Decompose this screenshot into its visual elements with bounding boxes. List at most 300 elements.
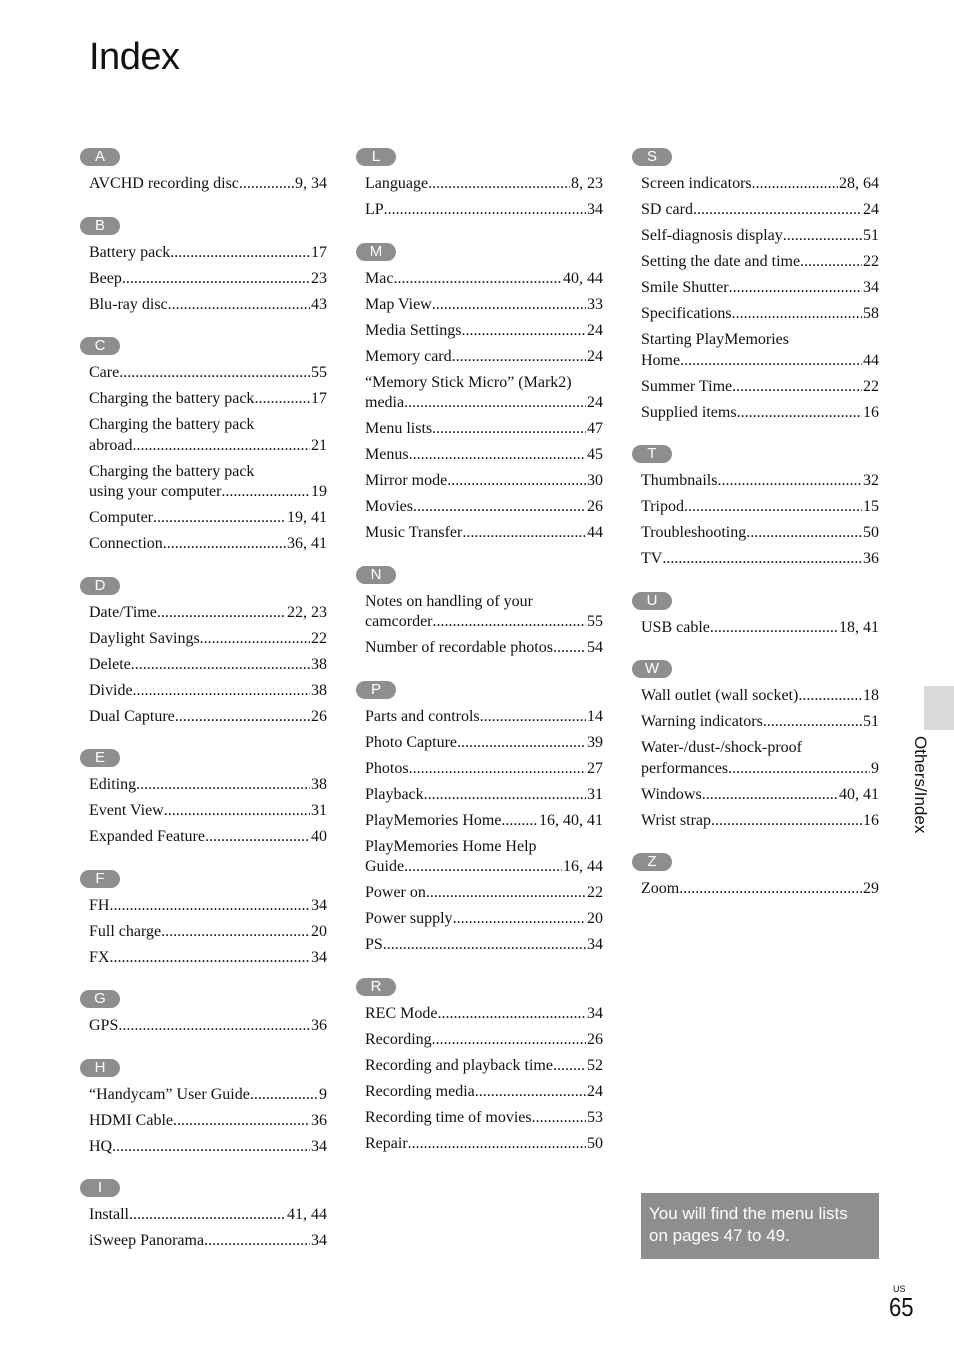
index-entry <box>641 785 879 806</box>
entry-line <box>365 393 603 414</box>
entry-term: Connection <box>89 535 163 552</box>
entry-line <box>89 508 327 529</box>
index-entry <box>365 373 603 414</box>
section-letter-badge: R <box>356 978 396 996</box>
dot-leader <box>254 389 310 410</box>
entry-page-ref[interactable]: 43 <box>311 295 327 313</box>
index-entry <box>365 1082 603 1103</box>
dot-leader <box>553 1056 586 1077</box>
entry-page-ref[interactable]: 15 <box>863 498 879 515</box>
index-entry <box>89 1085 327 1106</box>
entry-term: PS <box>365 936 383 953</box>
index-entry <box>641 200 879 221</box>
entry-page-ref[interactable]: 22, 23 <box>287 603 327 621</box>
entry-line <box>89 389 327 410</box>
entry-page-ref[interactable]: 30 <box>587 472 603 489</box>
entry-page-ref[interactable]: 18, 41 <box>839 618 879 636</box>
dot-leader <box>221 482 310 503</box>
entry-term: Full charge <box>89 922 162 940</box>
entry-page-ref[interactable]: 22 <box>863 377 879 395</box>
entry-line <box>365 295 603 316</box>
entry-page-ref[interactable]: 36, 41 <box>287 535 327 552</box>
entry-term: Self-diagnosis display <box>641 227 783 244</box>
dot-leader <box>462 523 586 544</box>
entry-page-ref[interactable]: 16, 44 <box>563 858 603 875</box>
entry-line <box>365 883 603 904</box>
index-section-m <box>356 243 606 544</box>
entry-page-ref[interactable]: 34 <box>311 1232 327 1249</box>
entry-line <box>89 827 327 848</box>
section-side-label: Others/Index <box>911 736 930 834</box>
index-section-e <box>80 749 330 848</box>
entry-page-ref[interactable]: 50 <box>863 524 879 541</box>
index-section-w <box>632 660 882 831</box>
index-entry <box>641 471 879 492</box>
entry-page-ref[interactable]: 52 <box>587 1056 603 1074</box>
entry-term: Power on <box>365 884 426 901</box>
index-entry <box>641 879 879 900</box>
index-entry <box>89 269 327 290</box>
index-entry <box>365 497 603 518</box>
index-entry <box>89 389 327 410</box>
entry-term: PlayMemories Home <box>365 811 502 829</box>
dot-leader <box>173 1111 310 1132</box>
index-entry <box>365 1134 603 1155</box>
entry-term: Playback <box>365 785 424 803</box>
entry-term: “Handycam” User Guide <box>89 1085 250 1103</box>
entry-term: Zoom <box>641 880 680 897</box>
entry-page-ref[interactable]: 22 <box>863 253 879 270</box>
entry-page-ref[interactable]: 51 <box>863 227 879 244</box>
dot-leader <box>204 1231 310 1252</box>
entry-page-ref[interactable]: 26 <box>587 1030 603 1048</box>
entry-page-ref[interactable]: 31 <box>311 802 327 819</box>
entry-line <box>365 445 603 466</box>
dot-leader <box>404 393 586 414</box>
dot-leader <box>711 811 862 832</box>
index-entry <box>365 269 603 290</box>
dot-leader <box>798 686 862 707</box>
entry-term: camcorder <box>365 613 433 630</box>
entry-line <box>89 948 327 969</box>
entry-page-ref[interactable]: 55 <box>311 364 327 381</box>
entry-page-ref[interactable]: 8, 23 <box>571 175 603 192</box>
entry-term: Dual Capture <box>89 707 175 725</box>
dot-leader <box>393 269 562 290</box>
entry-line <box>89 922 327 943</box>
dot-leader <box>717 471 862 492</box>
entry-term: FX <box>89 948 110 966</box>
entry-term: performances <box>641 759 729 777</box>
index-entry <box>365 707 603 728</box>
index-column-1 <box>80 148 330 1274</box>
section-letter-badge: C <box>80 337 120 355</box>
index-entry <box>89 1231 327 1252</box>
entry-page-ref[interactable]: 34 <box>311 948 327 966</box>
index-entry <box>89 415 327 456</box>
entry-term: Screen indicators <box>641 175 752 192</box>
entry-line <box>365 909 603 930</box>
dot-leader <box>737 403 862 424</box>
section-letter-badge: B <box>80 217 120 235</box>
section-letter-badge: L <box>356 148 396 166</box>
entry-term-line: PlayMemories Home Help <box>365 837 537 855</box>
section-letter-badge: I <box>80 1179 120 1197</box>
entry-line <box>641 226 879 247</box>
entry-page-ref[interactable]: 18 <box>863 687 879 704</box>
entry-line <box>641 712 879 733</box>
index-entry <box>641 403 879 424</box>
entry-line <box>641 174 879 195</box>
index-entry <box>89 896 327 917</box>
section-letter-badge: A <box>80 148 120 166</box>
entry-term: Wall outlet (wall socket) <box>641 687 799 704</box>
entry-term: Beep <box>89 269 122 287</box>
dot-leader <box>752 174 838 195</box>
index-entry <box>641 686 879 707</box>
index-entry <box>365 837 603 878</box>
entry-term: Smile Shutter <box>641 279 729 296</box>
entry-term: Recording media <box>365 1082 475 1100</box>
dot-leader <box>164 801 310 822</box>
entry-page-ref[interactable]: 55 <box>587 613 603 630</box>
entry-line <box>641 351 879 372</box>
entry-term-line: Charging the battery pack <box>89 462 255 480</box>
section-letter-badge: P <box>356 681 396 699</box>
entry-line <box>89 269 327 290</box>
entry-page-ref[interactable]: 24 <box>587 347 603 365</box>
entry-line <box>89 295 327 316</box>
entry-page-ref[interactable]: 34 <box>587 201 603 218</box>
entry-page-ref[interactable]: 32 <box>863 472 879 489</box>
entry-line <box>365 811 603 832</box>
index-entry <box>89 1111 327 1132</box>
entry-term: Blu-ray disc <box>89 295 168 313</box>
entry-line <box>641 686 879 707</box>
index-entry <box>89 174 327 195</box>
entry-page-ref[interactable]: 34 <box>587 936 603 953</box>
dot-leader <box>175 707 310 728</box>
entry-page-ref[interactable]: 50 <box>587 1134 603 1152</box>
entry-page-ref[interactable]: 41, 44 <box>287 1206 327 1223</box>
entry-page-ref[interactable]: 40, 44 <box>563 269 603 287</box>
entry-term: FH <box>89 896 110 914</box>
entry-line <box>641 811 879 832</box>
entry-page-ref[interactable]: 16 <box>863 811 879 829</box>
index-entry <box>641 330 879 371</box>
dot-leader <box>680 351 862 372</box>
entry-line <box>641 377 879 398</box>
index-entry <box>89 801 327 822</box>
index-entry <box>365 200 603 221</box>
section-letter-badge: H <box>80 1059 120 1077</box>
dot-leader <box>432 295 586 316</box>
index-entry <box>365 759 603 780</box>
entry-page-ref[interactable]: 24 <box>863 201 879 218</box>
dot-leader <box>461 321 586 342</box>
entry-term: Expanded Feature <box>89 828 205 845</box>
entry-page-ref[interactable]: 16 <box>863 403 879 421</box>
entry-line <box>365 1056 603 1077</box>
entry-page-ref[interactable]: 38 <box>311 776 327 793</box>
index-entry <box>89 1205 327 1226</box>
dot-leader <box>384 200 586 221</box>
index-entry <box>365 174 603 195</box>
entry-page-ref[interactable]: 39 <box>587 733 603 751</box>
entry-page-ref[interactable]: 17 <box>311 390 327 407</box>
entry-page-ref[interactable]: 34 <box>863 279 879 296</box>
index-section-d <box>80 577 330 728</box>
entry-term: LP <box>365 201 384 218</box>
section-letter-badge: T <box>632 445 672 463</box>
entry-line <box>365 707 603 728</box>
index-section-t <box>632 445 882 570</box>
entry-page-ref[interactable]: 40, 41 <box>839 785 879 803</box>
index-section-f <box>80 870 330 969</box>
dot-leader <box>480 707 586 728</box>
entry-line <box>365 785 603 806</box>
dot-leader <box>426 883 586 904</box>
index-entry <box>365 935 603 956</box>
entry-line <box>89 775 327 796</box>
entry-line <box>89 1016 327 1037</box>
index-entry <box>89 948 327 969</box>
dot-leader <box>136 775 310 796</box>
index-section-u <box>632 592 882 639</box>
entry-term: iSweep Panorama <box>89 1232 205 1249</box>
index-entry <box>89 922 327 943</box>
entry-term: Home <box>641 351 681 369</box>
dot-leader <box>131 655 310 676</box>
dot-leader <box>168 295 310 316</box>
entry-page-ref[interactable]: 38 <box>311 655 327 673</box>
dot-leader <box>157 603 286 624</box>
entry-term: Menu lists <box>365 420 433 437</box>
entry-line <box>365 497 603 518</box>
index-section-p <box>356 681 606 956</box>
entry-page-ref[interactable]: 33 <box>587 295 603 313</box>
entry-line <box>641 403 879 424</box>
index-entry <box>89 534 327 555</box>
index-entry <box>641 304 879 325</box>
index-entry <box>641 497 879 518</box>
dot-leader <box>800 252 862 273</box>
entry-term-line: Water-/dust-/shock-proof <box>641 739 803 756</box>
entry-page-ref[interactable]: 23 <box>311 269 327 287</box>
entry-term: Recording and playback time <box>365 1056 553 1074</box>
index-entry <box>365 592 603 633</box>
entry-page-ref[interactable]: 9 <box>871 759 879 777</box>
index-section-b <box>80 217 330 316</box>
entry-page-ref[interactable]: 51 <box>863 713 879 730</box>
section-letter-badge: Z <box>632 853 672 871</box>
dot-leader <box>153 508 286 529</box>
entry-page-ref[interactable]: 31 <box>587 785 603 803</box>
entry-page-ref[interactable]: 14 <box>587 707 603 725</box>
index-entry <box>365 909 603 930</box>
index-entry <box>365 811 603 832</box>
entry-term: media <box>365 394 405 411</box>
entry-line <box>641 471 879 492</box>
index-entry <box>365 347 603 368</box>
index-entry <box>89 681 327 702</box>
entry-page-ref[interactable]: 36 <box>311 1017 327 1034</box>
entry-line <box>89 174 327 195</box>
entry-page-ref[interactable]: 17 <box>311 243 327 261</box>
entry-page-ref[interactable]: 34 <box>311 1137 327 1155</box>
entry-page-ref[interactable]: 53 <box>587 1108 603 1126</box>
index-section-a <box>80 148 330 195</box>
entry-page-ref[interactable]: 36 <box>863 550 879 567</box>
entry-term: GPS <box>89 1017 119 1034</box>
entry-term: USB cable <box>641 618 710 636</box>
entry-page-ref[interactable]: 21 <box>311 436 327 454</box>
dot-leader <box>205 827 310 848</box>
entry-page-ref[interactable]: 20 <box>587 910 603 927</box>
entry-term: Specifications <box>641 305 732 322</box>
index-entry <box>365 523 603 544</box>
entry-page-ref[interactable]: 40 <box>311 828 327 845</box>
dot-leader <box>409 445 586 466</box>
entry-page-ref[interactable]: 26 <box>311 707 327 725</box>
index-section-c <box>80 337 330 555</box>
entry-page-ref[interactable]: 29 <box>863 880 879 897</box>
index-entry <box>365 1056 603 1077</box>
section-tab-marker <box>924 686 954 730</box>
entry-term: Editing <box>89 776 137 793</box>
entry-page-ref[interactable]: 38 <box>311 681 327 699</box>
entry-page-ref[interactable]: 24 <box>587 394 603 411</box>
entry-line <box>641 200 879 221</box>
dot-leader <box>432 419 586 440</box>
section-letter-badge: D <box>80 577 120 595</box>
entry-page-ref[interactable]: 27 <box>587 759 603 777</box>
entry-term: Supplied items <box>641 403 737 421</box>
entry-page-ref[interactable]: 9 <box>319 1085 327 1103</box>
entry-page-ref[interactable]: 44 <box>587 524 603 541</box>
dot-leader <box>112 1137 310 1158</box>
entry-page-ref[interactable]: 20 <box>311 922 327 940</box>
index-entry <box>89 827 327 848</box>
entry-term-line: Starting PlayMemories <box>641 331 789 348</box>
entry-page-ref[interactable]: 22 <box>587 884 603 901</box>
entry-page-ref[interactable]: 26 <box>587 498 603 515</box>
entry-page-ref[interactable]: 58 <box>863 305 879 322</box>
entry-page-ref[interactable]: 47 <box>587 420 603 437</box>
dot-leader <box>662 549 862 570</box>
entry-page-ref[interactable]: 28, 64 <box>839 175 879 192</box>
section-letter-badge: E <box>80 749 120 767</box>
entry-line <box>89 1205 327 1226</box>
entry-line <box>89 629 327 650</box>
dot-leader <box>475 1082 586 1103</box>
entry-page-ref[interactable]: 34 <box>587 1004 603 1022</box>
entry-page-ref[interactable]: 22 <box>311 629 327 647</box>
entry-page-ref[interactable]: 54 <box>587 639 603 656</box>
dot-leader <box>452 347 586 368</box>
index-section-s <box>632 148 882 423</box>
entry-line <box>89 603 327 624</box>
entry-line <box>89 243 327 264</box>
entry-line <box>641 759 879 780</box>
entry-term: Recording <box>365 1030 432 1048</box>
dot-leader <box>408 1134 586 1155</box>
entry-term: Movies <box>365 498 413 515</box>
entry-term-line: “Memory Stick Micro” (Mark2) <box>365 373 572 391</box>
entry-page-ref[interactable]: 24 <box>587 321 603 339</box>
entry-term: SD card <box>641 201 693 218</box>
entry-page-ref[interactable]: 36 <box>311 1111 327 1129</box>
entry-term: Media Settings <box>365 321 462 339</box>
entry-line <box>641 252 879 273</box>
entry-page-ref[interactable]: 19 <box>311 483 327 500</box>
index-entry <box>641 738 879 779</box>
index-entry <box>89 243 327 264</box>
index-column-2 <box>356 148 606 1176</box>
dot-leader <box>532 1108 586 1129</box>
index-entry <box>89 603 327 624</box>
page-region-label: US <box>893 1284 906 1294</box>
index-entry <box>641 377 879 398</box>
entry-term: Photo Capture <box>365 733 457 751</box>
entry-line <box>365 935 603 956</box>
entry-term: Summer Time <box>641 377 733 395</box>
entry-page-ref[interactable]: 34 <box>311 896 327 914</box>
entry-page-ref[interactable]: 16, 40, 41 <box>539 811 603 829</box>
entry-page-ref[interactable]: 24 <box>587 1082 603 1100</box>
entry-line <box>89 681 327 702</box>
entry-term: Power supply <box>365 910 453 927</box>
index-section-z <box>632 853 882 900</box>
entry-line <box>365 471 603 492</box>
entry-page-ref[interactable]: 45 <box>587 446 603 463</box>
section-letter-badge: W <box>632 660 672 678</box>
entry-term: AVCHD recording disc <box>89 175 239 192</box>
index-entry <box>365 321 603 342</box>
entry-page-ref[interactable]: 9, 34 <box>295 175 327 192</box>
index-section-l <box>356 148 606 221</box>
dot-leader <box>404 857 562 878</box>
dot-leader <box>732 304 862 325</box>
index-entry <box>365 295 603 316</box>
entry-line <box>89 801 327 822</box>
entry-term: Photos <box>365 759 409 777</box>
entry-line <box>89 1137 327 1158</box>
entry-term: Mac <box>365 269 394 287</box>
entry-term: Delete <box>89 655 131 673</box>
entry-page-ref[interactable]: 19, 41 <box>287 509 327 526</box>
dot-leader <box>702 785 838 806</box>
entry-line <box>641 278 879 299</box>
page-number: 65 <box>889 1292 914 1322</box>
entry-page-ref[interactable]: 44 <box>863 351 879 369</box>
index-column-3 <box>632 148 882 922</box>
entry-term: Language <box>365 175 429 192</box>
dot-leader <box>383 935 586 956</box>
index-section-r <box>356 978 606 1155</box>
index-section-h <box>80 1059 330 1158</box>
entry-term: Date/Time <box>89 603 157 621</box>
entry-line <box>365 1134 603 1155</box>
entry-line <box>365 269 603 290</box>
entry-line <box>365 419 603 440</box>
entry-term: Warning indicators <box>641 713 763 730</box>
entry-term: Computer <box>89 509 153 526</box>
dot-leader <box>684 497 862 518</box>
entry-term: Setting the date and time <box>641 253 801 270</box>
index-entry <box>641 618 879 639</box>
entry-line <box>365 1082 603 1103</box>
